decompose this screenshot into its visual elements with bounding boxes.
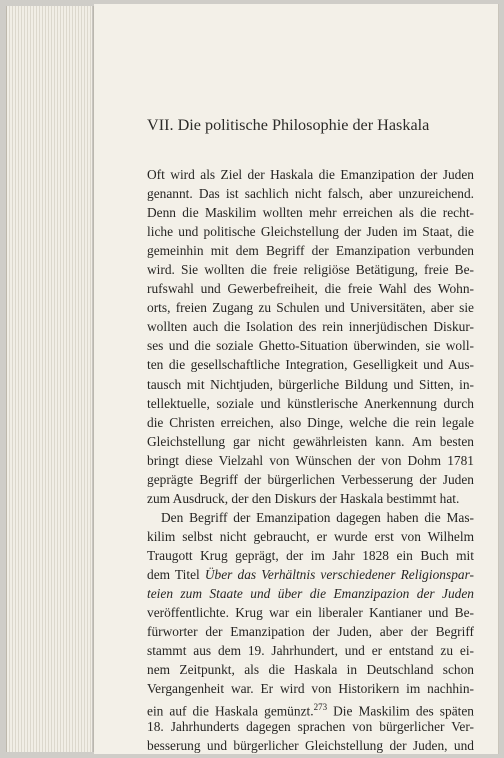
text-line: Denn die Maskilim wollten mehr erreichen als die recht- — [147, 205, 474, 221]
text-line: veröffentlichte. Krug war ein liberaler Kantianer und Be- — [147, 605, 474, 621]
text-line: Traugott Krug geprägt, der im Jahr 1828 ein Buch mit — [147, 547, 474, 563]
text-line: wird. Sie wollten die freie religiöse Betätigung, freie Be- — [147, 262, 474, 278]
text-line: ten die gesellschaftliche Integration, Geselligkeit und Aus- — [147, 357, 474, 373]
text-line: ses und die soziale Ghetto-Situation überwinden, sie woll- — [147, 338, 474, 354]
text-fragment: Die Maskilim des späten — [327, 703, 474, 719]
text-line — [147, 584, 474, 603]
book-title-italic: teien zum Staate und über die Emanzipazion der Juden — [147, 586, 474, 602]
text-line: Den Begriff der Emanzipation dagegen haben die Mas- — [161, 509, 474, 525]
text-fragment: dem Titel — [147, 566, 200, 582]
text-fragment: ein auf die Haskala gemünzt. — [147, 703, 314, 719]
body-text — [147, 165, 474, 755]
text-line: genannt. Das ist sachlich nicht falsch, aber unzureichend. — [147, 186, 474, 202]
page-edges — [6, 6, 95, 752]
text-line: die Christen erreichen, also Dinge, welche die rein legale — [147, 414, 474, 430]
text-line: geprägte Begriff der bürgerlichen Verbesserung der Juden — [147, 471, 474, 487]
text-line: nem Zeitpunkt, als die Haskala in Deutschland schon — [147, 662, 474, 678]
text-line-with-title — [147, 565, 474, 584]
text-line: 18. Jahrhunderts dagegen sprachen von bürgerlicher Ver- — [147, 719, 474, 735]
text-line: wollten auch die Isolation des rein innerjüdischen Diskur- — [147, 319, 474, 335]
text-line: zum Ausdruck, der den Diskurs der Haskala bestimmt hat. — [147, 490, 460, 506]
text-line: besserung und bürgerlicher Gleichstellung der Juden, und — [147, 738, 474, 754]
text-line-with-footnote — [147, 698, 474, 717]
text-line: tausch mit Nichtjuden, bürgerliche Bildung und Sitten, in- — [147, 376, 474, 392]
text-line: rufswahl und Gewerbefreiheit, die freie Wahl des Wohn- — [147, 281, 474, 297]
text-line: Gleichstellung gar nicht gewährleisten kann. Am besten — [147, 433, 474, 449]
text-line: gemeinhin mit dem Begriff der Emanzipation verbunden — [147, 243, 474, 259]
text-line: kilim selbst nicht gebraucht, er wurde erst von Wilhelm — [147, 528, 474, 544]
book-title-italic: Über das Verhältnis verschiedener Religionspar- — [204, 566, 474, 582]
text-line: tellektuelle, soziale und künstlerische Anerkennung durch — [147, 395, 474, 411]
text-line: orts, freien Zugang zu Schulen und Universitäten, aber sie — [147, 300, 474, 316]
text-line: bringt diese Vielzahl von Wünschen der von Dohm 1781 — [147, 452, 474, 468]
footnote-marker: 273 — [313, 702, 328, 713]
chapter-title: VII. Die politische Philosophie der Haskala — [147, 116, 430, 134]
text-line: Vergangenheit war. Er wird von Historikern im nachhin- — [147, 681, 474, 697]
text-line: Oft wird als Ziel der Haskala die Emanzipation der Juden — [147, 167, 474, 182]
text-line: stammt aus dem 19. Jahrhundert, und er entstand zu ei- — [147, 643, 474, 659]
text-line: fürworter der Emanzipation der Juden, aber der Begriff — [147, 624, 474, 640]
text-line: liche und politische Gleichstellung der Juden im Staat, die — [147, 224, 474, 240]
